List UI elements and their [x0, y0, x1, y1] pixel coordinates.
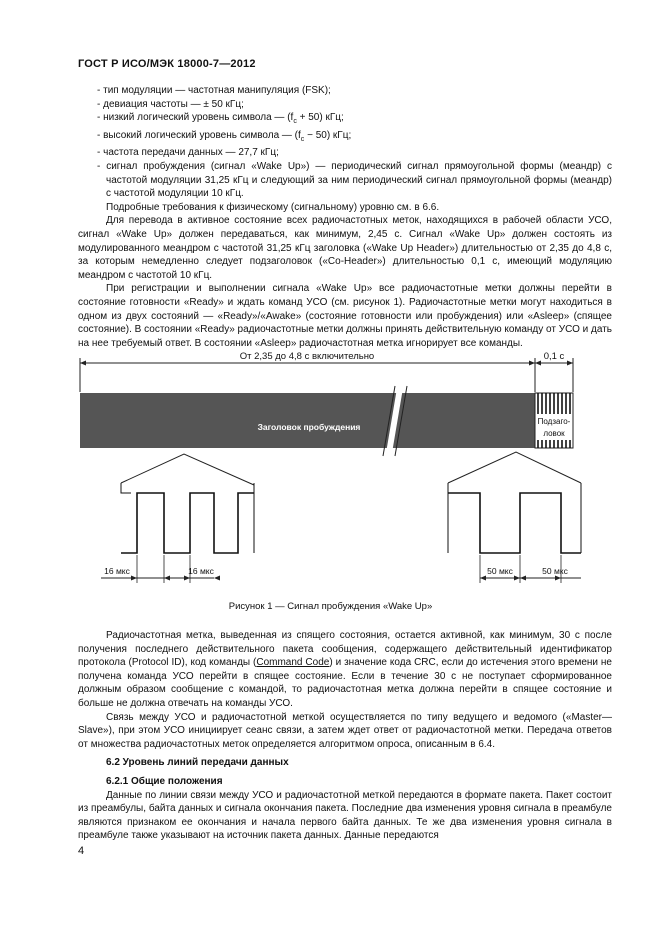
co-header-label-1: Подзаго- [537, 417, 571, 426]
page-number: 4 [78, 845, 85, 857]
zoom-left [121, 454, 254, 485]
section-heading-6-2: 6.2 Уровень линий передачи данных [106, 757, 289, 769]
left-dim-2: 16 мкс [188, 566, 214, 576]
document-header: ГОСТ Р ИСО/МЭК 18000-7—2012 [78, 58, 256, 70]
right-dim-2: 50 мкс [542, 566, 568, 576]
left-dim-1: 16 мкс [104, 566, 130, 576]
bullet-wakeup-signal: - сигнал пробуждения (сигнал «Wake Up») — периодический сигнал прямоугольной формы (меандр) с частотой модуляции 31,25 кГц и следующий за ним периодический сигнал прямоугольной формы (меандр) с частотой модуляции 10 кГц. [97, 160, 612, 200]
paragraph-physical-ref: Подробные требования к физическому (сигнальному) уровню см. в 6.6. [106, 201, 440, 213]
bullet-modulation: - тип модуляции — частотная манипуляция (FSK); [97, 85, 331, 96]
zoom-right [448, 452, 581, 483]
right-dim-1: 50 мкс [487, 566, 513, 576]
waveform-left [121, 493, 254, 553]
paragraph-master-slave: Связь между УСО и радиочастотной меткой осуществляется по типу ведущего и ведомого («Master—Slave»), при этом УСО инициирует сеанс связи, а затем ждет ответ от радиочастотной метки. Передача ответов от множества радиочастотных меток определяется алгоритмом опроса, описанным в 6.4. [78, 711, 612, 750]
bullet-deviation: - девиация частоты — ± 50 кГц; [97, 98, 244, 110]
waveform-right [448, 493, 581, 553]
body-text-bottom [78, 629, 612, 843]
dim-main-label: От 2,35 до 4,8 с включительно [239, 351, 375, 362]
header-label: Заголовок пробуждения [257, 422, 361, 432]
paragraph-active-timeout: Радиочастотная метка, выведенная из спящего состояния, остается активной, как минимум, 30 с после получения последнего действительного пакета сообщения, содержащего действительный идентификатор протокола (Protocol ID), код команды (Command Code) и значение кода CRC, если до истечения этого времени не получена команда УСО перейти в спящее состояние. Если в течение 30 с не поступает сформированное должным образом сообщение с командой, то радиочастотная метка должна перейти в спящее состояние и больше не должна отвечать на команды УСО. [78, 630, 612, 709]
dim-co-label: 0,1 с [543, 351, 565, 362]
bullet-data-rate: - частота передачи данных — 27,7 кГц; [97, 147, 279, 159]
paragraph-ready-states: При регистрации и выполнении сигнала «Wake Up» все радиочастотные метки должны перейти в состояние готовности «Ready» и ждать команд УСО (см. рисунок 1). Радиочастотные метки могут находиться в одном из двух состояний — «Ready»/«Awake» (состояние готовности или пробуждения) или «Asleep» (спящее состояние). В состоянии «Ready» радиочастотные метки должны принять действительную команду от УСО и дать на нее требуемый ответ. В состоянии «Asleep» радиочастотная метка игнорирует все команды. [78, 283, 612, 349]
bullet-high-level: - высокий логический уровень символа — $(f_c - 50)$ кГц; [97, 129, 352, 143]
co-header-label-2: ловок [543, 429, 565, 438]
section-heading-6-2-1: 6.2.1 Общие положения [106, 775, 223, 787]
bullet-low-level: - низкий логический уровень символа — $(f_c + 50)$ кГц; [97, 112, 344, 126]
paragraph-packet-format: Данные по линии связи между УСО и радиочастотной меткой передаются в формате пакета. Пакет состоит из преамбулы, байта данных и сигнала окончания пакета. Последние два изменения уровня сигнала в преамбуле являются признаком ее окончания и начала первого байта данных. Те же два изменения уровня сигнала в преамбуле также указывают на источник пакета данных. Данные передаются [78, 789, 612, 842]
paragraph-wakeup-activation: Для перевода в активное состояние всех радиочастотных меток, находящихся в рабочей области УСО, сигнал «Wake Up» должен передаваться, как минимум, 2,45 с. Сигнал «Wake Up» должен состоять из модулированного меандром с частотой 31,25 кГц заголовка («Wake Up Header») длительностью от 2,35 до 4,8 с, за которым немедленно следует подзаголовок («Co-Header») длительностью 0,1 с, имеющий модуляцию меандром с частотой 10 кГц. [78, 215, 612, 281]
figure-caption: Рисунок 1 — Сигнал пробуждения «Wake Up» [228, 601, 433, 612]
